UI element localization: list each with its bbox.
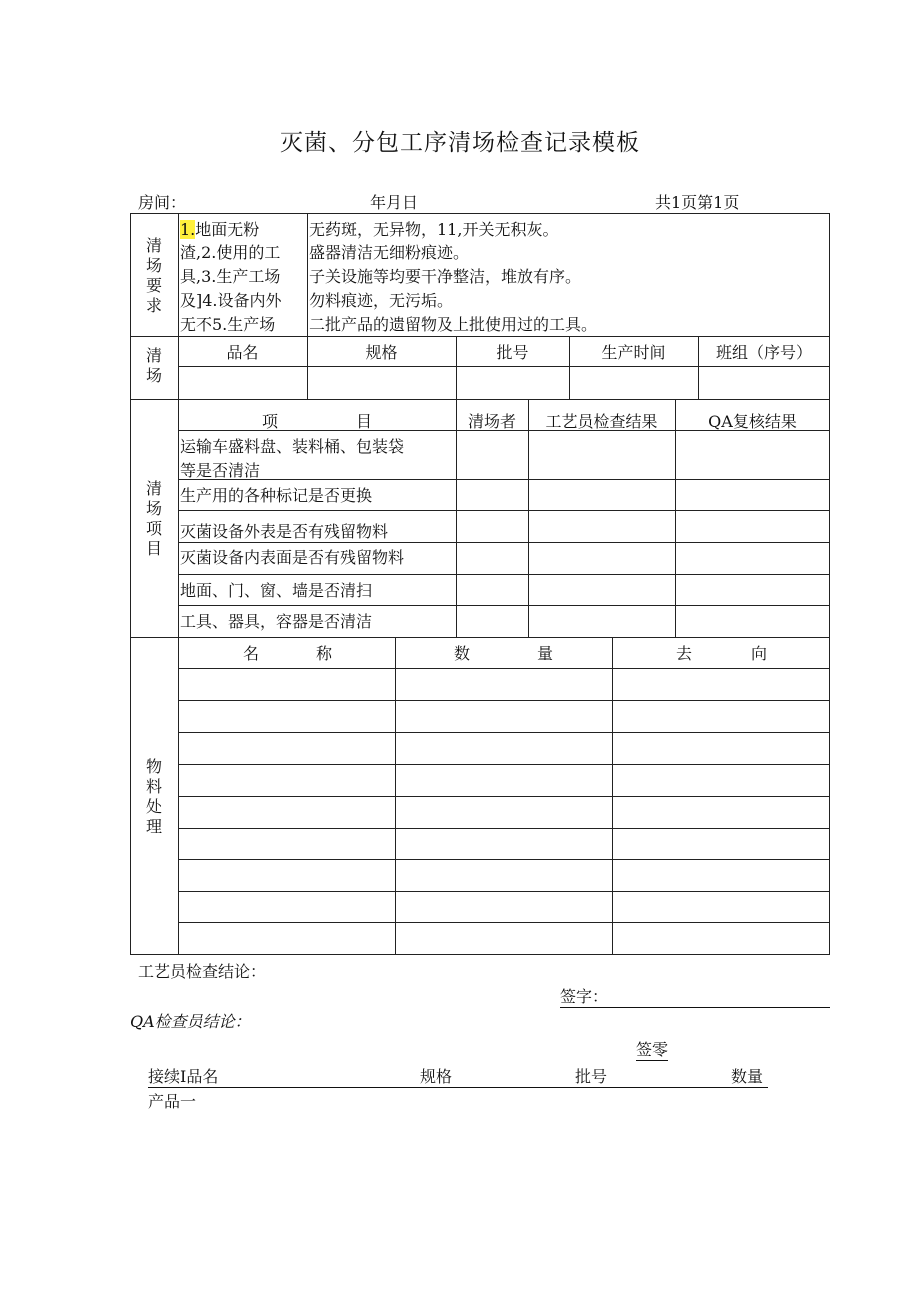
col-header-production-time: 生产时间 xyxy=(601,343,666,362)
req-left-line-1: 渣,2.使用的工 xyxy=(180,243,281,262)
req-right-line-2: 子关设施等均要干净整洁，堆放有序。 xyxy=(309,267,582,286)
req-left-line-0: 1.地面无粉 xyxy=(180,220,260,239)
materials-label: 物料处理 xyxy=(145,757,162,836)
item-row-4: 地面、门、窗、墙是否清扫 xyxy=(180,581,373,600)
sign-label-2: 签零 xyxy=(636,1037,668,1061)
page-count: 共1页第1页 xyxy=(655,193,740,212)
col-header-name-2: 称 xyxy=(316,644,333,663)
col-header-qty-2: 量 xyxy=(537,644,554,663)
col-header-name-1: 名 xyxy=(243,644,260,663)
col-header-dest-1: 去 xyxy=(676,644,693,663)
col-header-qa-result: QA复核结果 xyxy=(708,412,797,431)
req-right-line-3: 勿料痕迹，无污垢。 xyxy=(309,291,454,310)
req-number-highlight: 1. xyxy=(180,220,196,239)
sign-label-1: 签字： xyxy=(560,984,830,1008)
page-title: 灭菌、分包工序清场检查记录模板 xyxy=(280,130,640,156)
requirements-label: 清场要求 xyxy=(145,236,162,315)
col-header-product: 品名 xyxy=(226,343,259,362)
col-header-item-2: 目 xyxy=(356,412,373,431)
item-row-1: 生产用的各种标记是否更换 xyxy=(180,486,373,505)
handover-spec-label: 规格 xyxy=(420,1067,453,1086)
col-header-spec: 规格 xyxy=(365,343,398,362)
req-left-line-4: 无不5.生产场 xyxy=(180,315,276,334)
item-row-5: 工具、器具，容器是否清洁 xyxy=(180,612,373,631)
item-row-2: 灭菌设备外表是否有残留物料 xyxy=(180,522,389,541)
item-row-0b: 等是否清洁 xyxy=(180,461,261,480)
clearance-label: 清场 xyxy=(145,346,162,385)
req-left-line-2: 具,3.生产工场 xyxy=(180,267,281,286)
qa-conclusion-label: QA检查员结论： xyxy=(130,1012,251,1031)
req-left-line-3: 及]4.设备内外 xyxy=(180,291,282,310)
handover-batch-label: 批号 xyxy=(575,1067,608,1086)
tech-conclusion-label: 工艺员检查结论： xyxy=(138,962,267,981)
handover-product-label: 接续I品名 xyxy=(148,1067,219,1086)
items-label: 清场项目 xyxy=(145,479,162,558)
col-header-item-1: 项 xyxy=(262,412,279,431)
col-header-team: 班组（序号） xyxy=(715,343,812,362)
handover-qty-label: 数量 xyxy=(731,1067,764,1086)
room-label: 房间： xyxy=(138,193,187,212)
req-right-line-4: 二批产品的遗留物及上批使用过的工具。 xyxy=(309,315,598,334)
item-row-3: 灭菌设备内表面是否有残留物料 xyxy=(180,548,405,567)
date-label: 年月日 xyxy=(370,193,419,212)
col-header-qty-1: 数 xyxy=(454,644,471,663)
col-header-cleaner: 清场者 xyxy=(467,412,516,431)
product-label: 产品一 xyxy=(148,1092,197,1111)
handover-row xyxy=(148,1064,768,1088)
req-right-line-1: 盛器清洁无细粉痕迹。 xyxy=(309,243,470,262)
col-header-dest-2: 向 xyxy=(751,644,768,663)
item-row-0a: 运输车盛料盘、装料桶、包装袋 xyxy=(180,437,405,456)
col-header-batch: 批号 xyxy=(496,343,529,362)
req-right-line-0: 无药斑，无异物，11,开关无积灰。 xyxy=(309,220,559,239)
col-header-tech-result: 工艺员检查结果 xyxy=(545,412,658,431)
